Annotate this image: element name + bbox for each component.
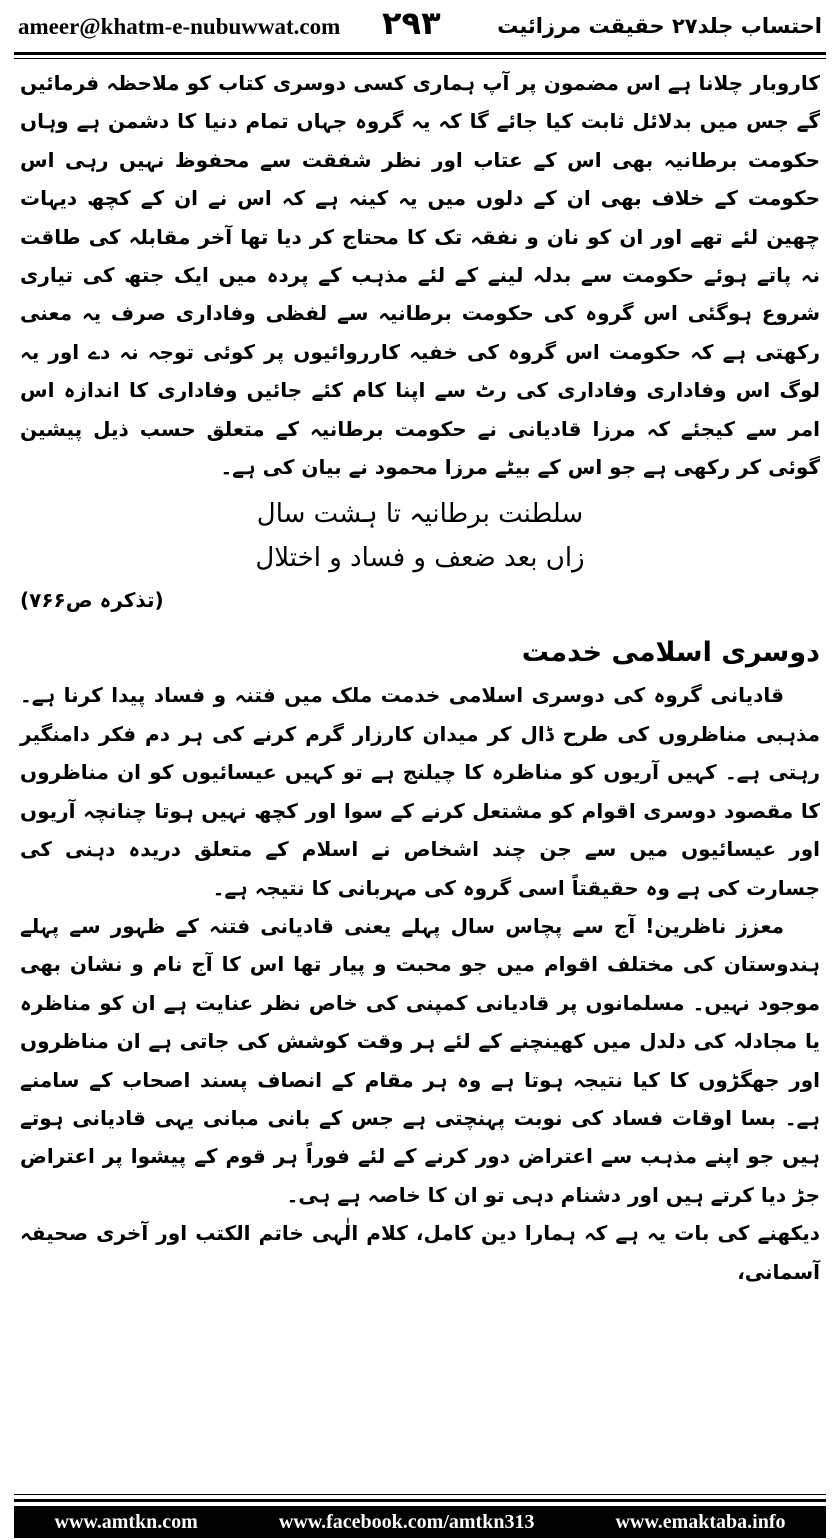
- header-rule-thick: [14, 52, 826, 55]
- poem-verse-2: زاں بعد ضعف و فساد و اختلال: [255, 543, 585, 574]
- paragraph: دیکھنے کی بات یہ ہے کہ ہمارا دین کامل، کلام الٰہی خاتم الکتب اور آخری صحیفہ آسمانی،: [20, 1221, 820, 1284]
- header-rule-thin: [14, 58, 826, 59]
- page-body: [20, 64, 820, 1291]
- footer-link-emaktaba[interactable]: www.emaktaba.info: [615, 1510, 786, 1533]
- reference-citation: (تذکرہ ص۷۶۶): [20, 588, 164, 613]
- paragraph: قادیانی گروہ کی دوسری اسلامی خدمت ملک میں فتنہ و فساد پیدا کرنا ہے۔ مذہبی مناظروں کی طرح ڈال کر میدان کارزار گرم کرنے کی ہر دم فکر دامنگیر رہتی ہے۔ کہیں آریوں کو مناظرہ کا چیلنج ہے تو کہیں عیسائیوں کو ان مناظروں کا مقصود دوسری اقوام کو مشتعل کرنے کے سوا اور کچھ نہیں ہوتا چنانچہ آریوں اور عیسائیوں میں سے جن چند اشخاص نے اسلام کے متعلق دریدہ دہنی کی جسارت کی ہے وہ حقیقتاً اسی گروہ کی مہربانی کا نتیجہ ہے۔: [20, 683, 820, 900]
- header-email: ameer@khatm-e-nubuwwat.com: [18, 14, 341, 39]
- footer-rule-thin: [14, 1494, 826, 1495]
- footer-link-facebook[interactable]: www.facebook.com/amtkn313: [278, 1510, 535, 1533]
- footer-rule-thick: [14, 1499, 826, 1502]
- paragraph: کاروبار چلانا ہے اس مضمون پر آپ ہماری کسی دوسری کتاب کو ملاحظہ فرمائیں گے جس میں بدلائل ثابت کیا جائے گا کہ یہ گروہ جہاں تمام دنیا کا دشمن ہے وہاں حکومت برطانیہ بھی اس کے عتاب اور نظر شفقت سے محفوظ نہیں رہی اس حکومت کے خلاف بھی ان کے دلوں میں یہ کینہ ہے کہ اس نے ان کے کچھ دیہات چھین لئے تھے اور ان کو نان و نفقہ تک کا محتاج کر دیا تھا آخر مقابلہ کی طاقت نہ پاتے ہوئے حکومت سے بدلہ لینے کے لئے مذہب کے پردہ میں ایک جتھ کی تیاری شروع ہوگئی اس گروہ کی حکومت برطانیہ سے لفظی وفاداری صرف یہ معنی رکھتی ہے کہ حکومت اس گروہ کی خفیہ کارروائیوں پر کوئی توجہ نہ دے اور یہ لوگ اس وفاداری وفاداری کی رٹ سے اپنا کام کئے جائیں وفاداری کا اندازہ اس امر سے کیجئے کہ مرزا قادیانی نے حکومت برطانیہ کے متعلق حسب ذیل پیشین گوئی کر رکھی ہے جو اس کے بیٹے مرزا محمود نے بیان کی ہے۔: [20, 71, 820, 480]
- page-header: [14, 4, 826, 52]
- page-footer: [14, 1506, 826, 1538]
- header-title: احتساب جلد۲۷ حقیقت مرزائیت: [497, 14, 822, 38]
- section-heading: دوسری اسلامی خدمت: [521, 637, 820, 669]
- paragraph: معزز ناظرین! آج سے پچاس سال پہلے یعنی قادیانی فتنہ کے ظہور سے پہلے ہندوستان کی مختلف اقوام میں جو محبت و پیار تھا اس کا آج نام و نشان بھی موجود نہیں۔ مسلمانوں پر قادیانی کمپنی کی خاص نظر عنایت ہے ان کو مناظرہ یا مجادلہ کی دلدل میں کھینچنے کے لئے ہر وقت کوشش کی جاتی ہے ان مناظروں اور جھگڑوں کا کیا نتیجہ ہوتا ہے وہ ہر مقام کے انصاف پسند اصحاب کے سامنے ہے۔ بسا اوقات فساد کی نوبت پہنچتی ہے جس کے بانی مبانی یہی قادیانی ہوتے ہیں جو اپنے مذہب سے اعتراض دور کرنے کے لئے فوراً ہر قوم کے پیشوا پر اعتراض جڑ دیا کرتے ہیں اور دشنام دہی تو ان کا خاصہ ہے ہی۔: [20, 913, 820, 1207]
- page-number: ۲۹۳: [382, 4, 441, 42]
- footer-link-amtkn[interactable]: www.amtkn.com: [54, 1510, 198, 1533]
- poem-verse-1: سلطنت برطانیہ تا ہشت سال: [256, 499, 584, 530]
